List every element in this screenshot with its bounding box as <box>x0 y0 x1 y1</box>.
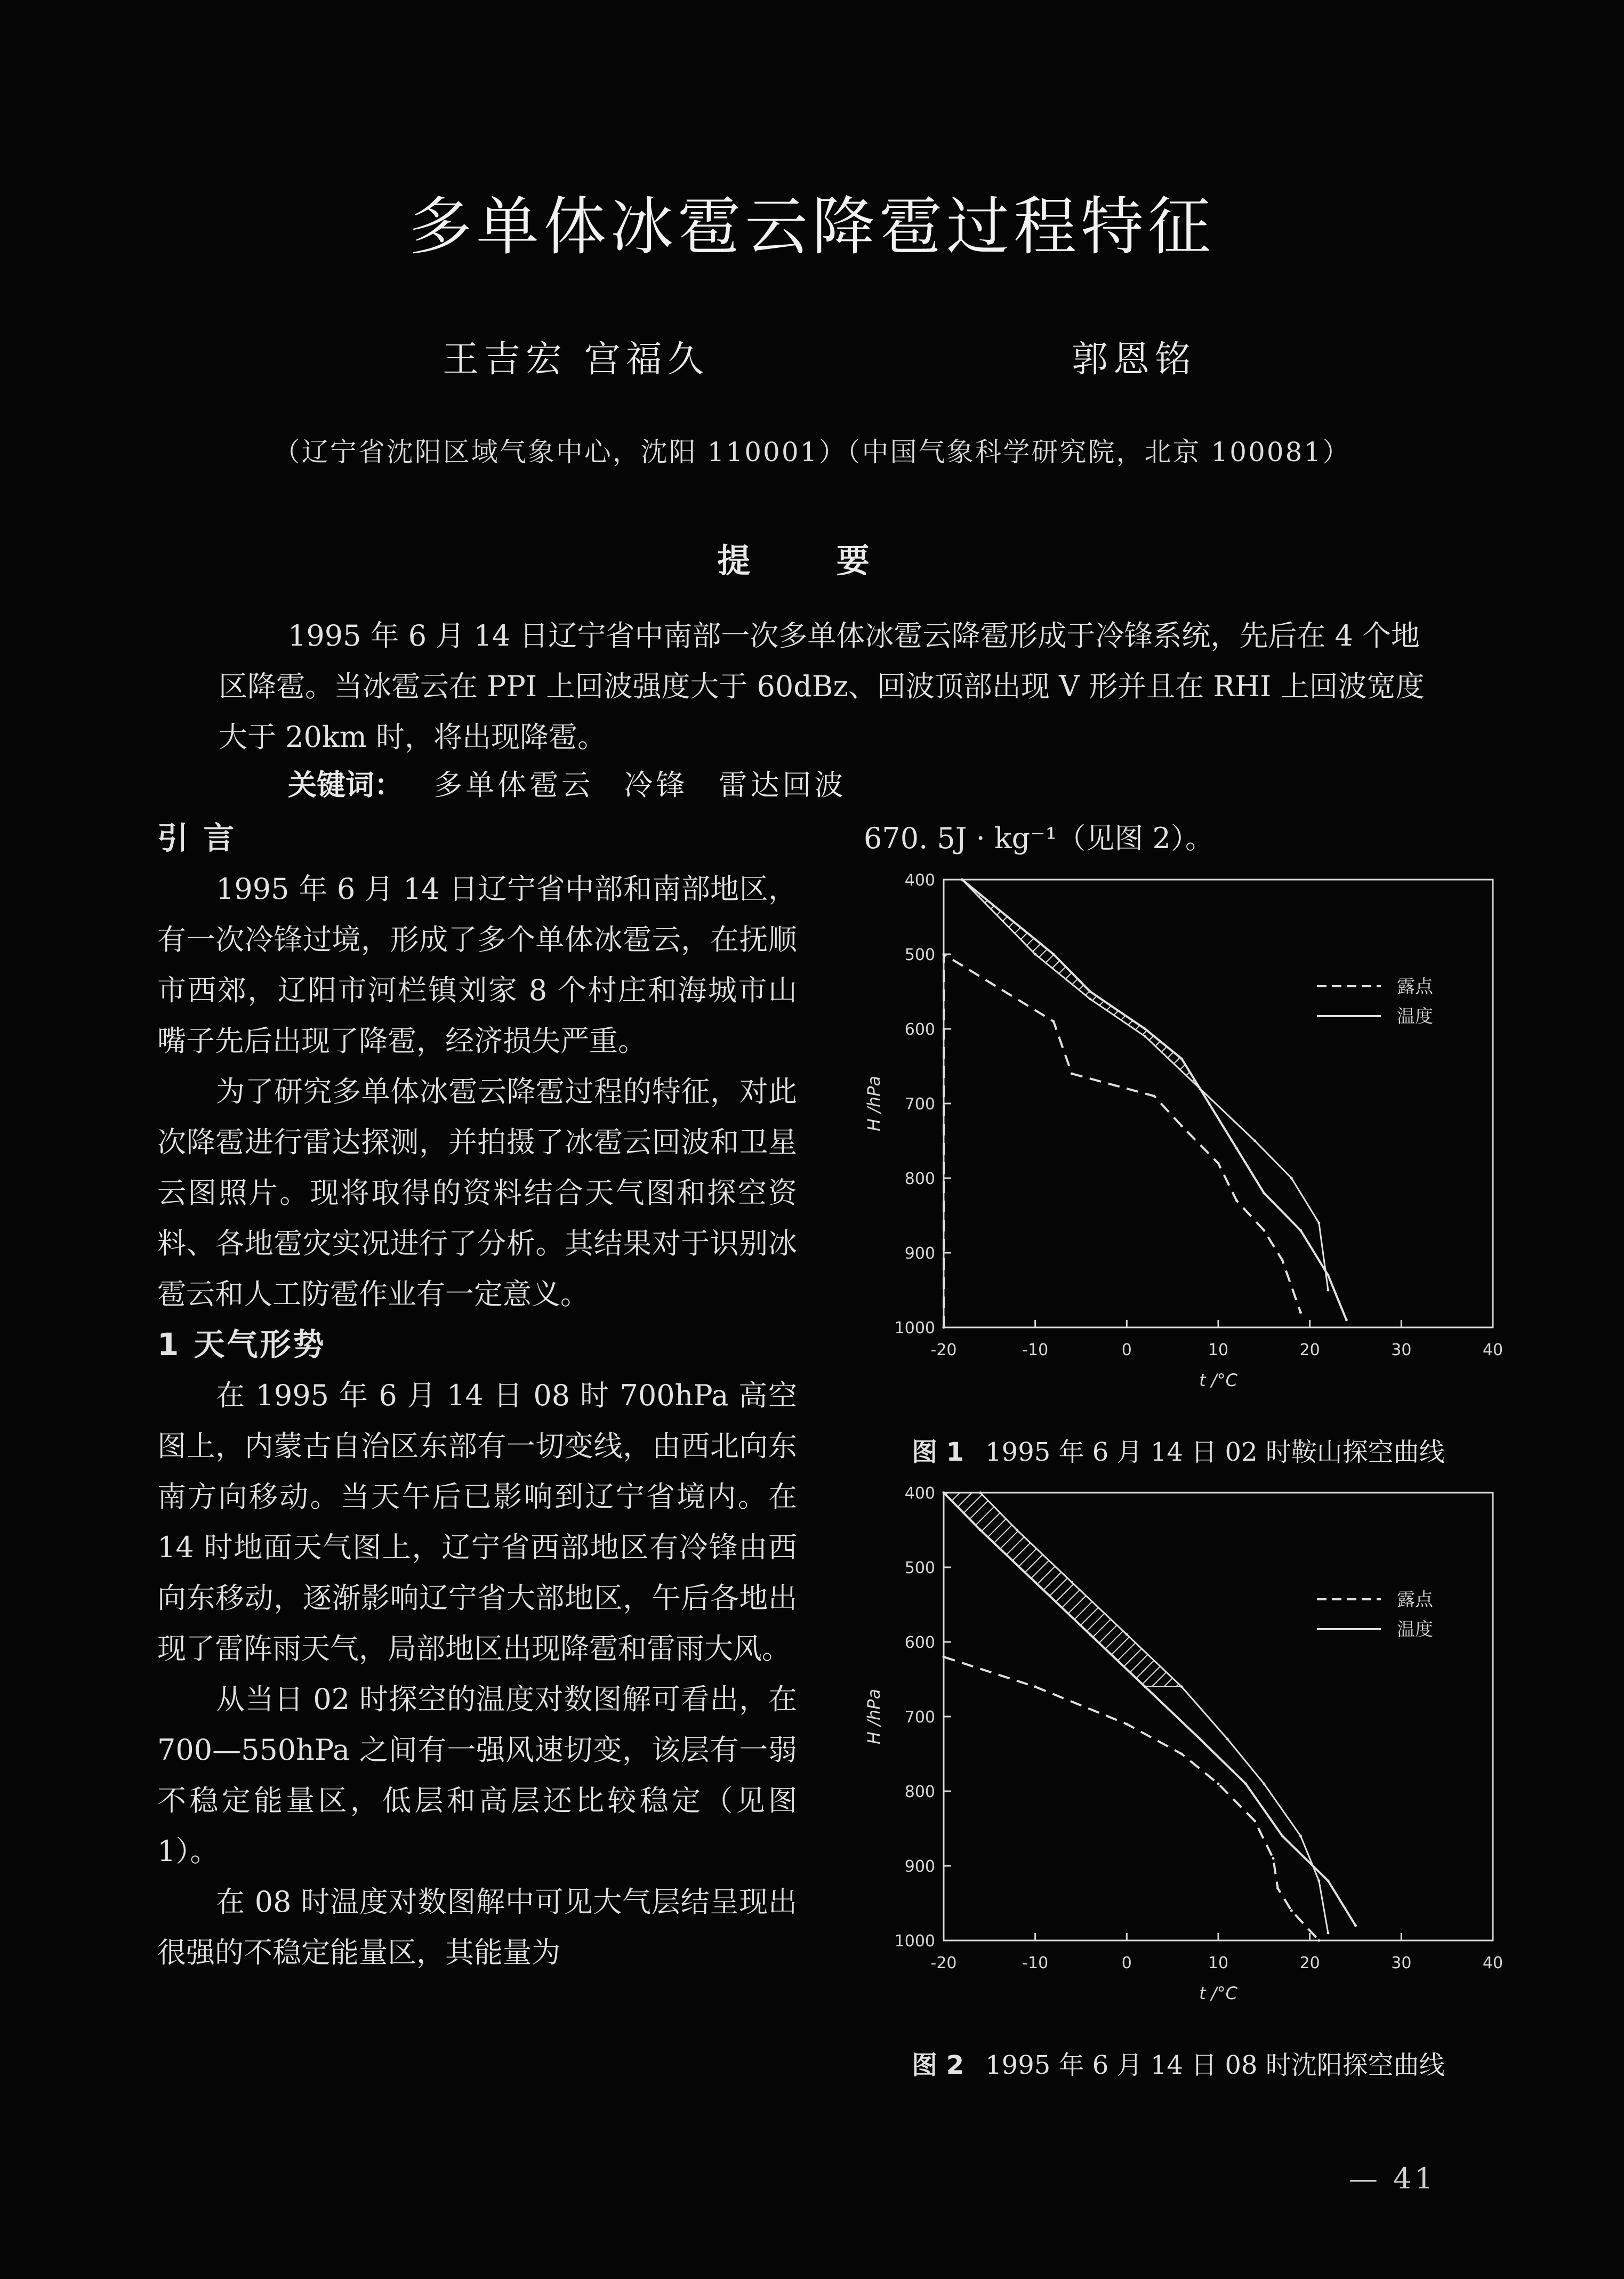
series-point <box>1125 1723 1128 1726</box>
x-tick-label: -20 <box>930 1341 957 1359</box>
series-point <box>1089 990 1091 993</box>
plot-frame <box>944 880 1493 1327</box>
series-point <box>1244 1783 1247 1785</box>
series-point <box>1144 1686 1146 1688</box>
figure-1-caption <box>912 1431 1445 1468</box>
series-point <box>1217 1162 1220 1165</box>
series-point <box>1208 1102 1210 1105</box>
paragraph: 在 08 时温度对数图解中可见大气层结呈现出很强的不稳定能量区，其能量为 <box>157 1885 797 1969</box>
series-point <box>1299 1835 1302 1838</box>
series-point <box>943 1326 945 1329</box>
series-point <box>1253 1140 1256 1142</box>
y-tick-label: 1000 <box>894 1319 935 1338</box>
series-line-2 <box>962 880 1328 1290</box>
legend-label: 温度 <box>1397 1006 1433 1027</box>
legend-label: 露点 <box>1397 976 1433 997</box>
page-title: 多单体冰雹云降雹过程特征 <box>408 190 1215 263</box>
series-point <box>1235 1147 1238 1150</box>
y-tick-label: 800 <box>904 1783 935 1801</box>
series-point <box>1345 1319 1348 1322</box>
series-point <box>1089 1633 1091 1636</box>
series-point <box>1263 1192 1265 1195</box>
series-point <box>1071 1073 1073 1075</box>
y-tick-label: 700 <box>904 1095 935 1114</box>
figure-1-label: 图 1 <box>912 1437 964 1467</box>
y-axis-label: H /hPa <box>864 1688 884 1745</box>
page-number: — 41 <box>1349 2162 1436 2195</box>
x-tick-label: 20 <box>1299 1341 1320 1359</box>
y-axis-label: H /hPa <box>864 1075 884 1132</box>
series-point <box>1263 1783 1265 1785</box>
y-tick-label: 500 <box>904 1559 935 1577</box>
y-tick-label: 600 <box>904 1020 935 1039</box>
series-point <box>1144 1028 1146 1030</box>
paragraph: 1995 年 6 月 14 日辽宁省中部和南部地区，有一次冷锋过境，形成了多个单体冰雹云，在抚顺市西郊，辽阳市河栏镇刘家 8 个村庄和海城市山嘴子先后出现了降雹，经济损失严重。 <box>157 872 797 1058</box>
series-line-0 <box>944 1657 1319 1940</box>
series-line-1 <box>962 880 1346 1320</box>
series-point <box>979 1529 982 1532</box>
keywords-label: 关键词： <box>288 768 403 802</box>
series-point <box>1052 953 1055 956</box>
series-point <box>943 953 945 956</box>
x-tick-label: 0 <box>1121 1341 1132 1359</box>
figure-2-chart <box>842 1477 1525 2015</box>
series-point <box>1272 1857 1275 1860</box>
series-point <box>943 1492 945 1494</box>
series-point <box>1276 1887 1279 1890</box>
x-tick-label: 10 <box>1208 1954 1229 1972</box>
series-point <box>1034 1581 1036 1584</box>
series-point <box>1180 1058 1183 1060</box>
series-point <box>1290 1177 1293 1180</box>
series-point <box>1317 1939 1320 1942</box>
series-point <box>979 1492 982 1494</box>
y-tick-label: 900 <box>904 1244 935 1263</box>
series-point <box>1317 1222 1320 1225</box>
y-tick-label: 700 <box>904 1708 935 1727</box>
x-axis-label: t /°C <box>1199 1983 1237 2003</box>
series-point <box>1290 1910 1293 1912</box>
x-tick-label: -10 <box>1022 1341 1049 1359</box>
figure-1-title: 1995 年 6 月 14 日 02 时鞍山探空曲线 <box>985 1437 1445 1467</box>
series-line-0 <box>944 954 1301 1327</box>
x-tick-label: 30 <box>1391 1954 1412 1972</box>
x-tick-label: 40 <box>1482 1954 1504 1972</box>
y-tick-label: 600 <box>904 1633 935 1652</box>
figure-1-chart <box>842 864 1525 1402</box>
series-point <box>1217 1783 1220 1785</box>
unstable-energy-area <box>944 1493 1181 1687</box>
series-point <box>1327 1289 1330 1292</box>
series-point <box>1327 1274 1330 1277</box>
abstract-heading: 提 要 <box>717 541 907 580</box>
y-tick-label: 1000 <box>894 1932 935 1951</box>
figure-2-label: 图 2 <box>912 2050 964 2080</box>
paragraph: 在 1995 年 6 月 14 日 08 时 700hPa 高空图上，内蒙古自治区东部有一切变线，由西北向东南方向移动。当天午后已影响到辽宁省境内。在 14 时地面天气图上，辽宁省西部地区有冷锋由西向东移动，逐渐影响辽宁省大部地区，午后各地出现了雷阵雨天气，局部地区出现降雹和雷雨大风。 <box>157 1379 797 1665</box>
series-point <box>1034 1686 1036 1688</box>
paragraph: 为了研究多单体冰雹云降雹过程的特征，对此次降雹进行雷达探测，并拍摄了冰雹云回波和卫星云图照片。现将取得的资料结合天气图和探空资料、各地雹灾实况进行了分析。其结果对于识别冰雹云和人工防雹作业有一定意义。 <box>157 1075 797 1311</box>
series-point <box>1299 1311 1302 1314</box>
unstable-energy-area <box>962 880 1200 1089</box>
series-point <box>1226 1738 1229 1741</box>
series-point <box>961 879 963 881</box>
series-point <box>1153 1095 1155 1098</box>
series-point <box>1125 1633 1128 1636</box>
legend-label: 露点 <box>1397 1589 1433 1610</box>
series-point <box>1263 1229 1265 1232</box>
series-point <box>1199 1088 1201 1090</box>
series-point <box>1281 1259 1284 1262</box>
x-tick-label: 20 <box>1299 1954 1320 1972</box>
figure-2-caption <box>912 2044 1445 2081</box>
series-point <box>1034 953 1036 956</box>
x-tick-label: 30 <box>1391 1341 1412 1359</box>
series-point <box>1180 1753 1183 1755</box>
x-tick-label: 10 <box>1208 1341 1229 1359</box>
series-point <box>1235 1199 1238 1202</box>
y-tick-label: 900 <box>904 1857 935 1876</box>
left-column <box>157 813 797 1978</box>
section-heading-intro: 引 言 <box>157 820 237 856</box>
affiliations: （辽宁省沈阳区域气象中心，沈阳 110001）（中国气象科学研究院，北京 100081） <box>273 437 1351 468</box>
series-point <box>1317 1880 1320 1882</box>
right-column-text: 670. 5J · kg⁻¹（见图 2）。 <box>864 822 1214 855</box>
series-point <box>943 1656 945 1658</box>
y-tick-label: 400 <box>904 1484 935 1503</box>
keyword: 雷达回波 <box>718 768 847 802</box>
abstract <box>219 610 1429 762</box>
series-point <box>1180 1686 1183 1688</box>
author-group-1: 王吉宏 宫福久 <box>443 339 709 381</box>
keyword: 多单体雹云 <box>433 768 594 802</box>
x-tick-label: 0 <box>1121 1954 1132 1972</box>
legend-label: 温度 <box>1397 1619 1433 1640</box>
x-axis-label: t /°C <box>1199 1370 1237 1390</box>
series-point <box>1281 1835 1284 1838</box>
series-point <box>1016 1529 1018 1532</box>
series-point <box>1253 1820 1256 1823</box>
series-point <box>1071 1581 1073 1584</box>
keyword: 冷锋 <box>624 768 688 802</box>
x-tick-label: -10 <box>1022 1954 1049 1972</box>
y-tick-label: 800 <box>904 1170 935 1188</box>
series-point <box>1299 1229 1302 1232</box>
series-point <box>1327 1932 1330 1935</box>
series-point <box>1180 1125 1183 1128</box>
series-point <box>1327 1880 1330 1882</box>
x-tick-label: -20 <box>930 1954 957 1972</box>
keywords <box>288 762 847 803</box>
figure-2-title: 1995 年 6 月 14 日 08 时沈阳探空曲线 <box>985 2050 1445 2080</box>
series-line-1 <box>944 1493 1356 1926</box>
series-point <box>1199 1738 1201 1741</box>
section-heading-weather: 1 天气形势 <box>157 1326 326 1363</box>
y-tick-label: 500 <box>904 946 935 964</box>
author-group-2: 郭恩铭 <box>1072 339 1197 381</box>
series-point <box>1052 1020 1055 1023</box>
paragraph: 从当日 02 时探空的温度对数图解可看出，在 700—550hPa 之间有一强风速切变，该层有一弱不稳定能量区，低层和高层还比较稳定（见图 1）。 <box>157 1682 797 1868</box>
abstract-text: 1995 年 6 月 14 日辽宁省中南部一次多单体冰雹云降雹形成于冷锋系统，先后在 4 个地区降雹。当冰雹云在 PPI 上回波强度大于 60dBz、回波顶部出现 V 形并且在 RHI 上回波宽度大于 20km 时，将出现降雹。 <box>219 619 1425 754</box>
series-point <box>1144 1035 1146 1038</box>
series-point <box>1089 998 1091 1001</box>
series-point <box>1354 1924 1357 1927</box>
x-tick-label: 40 <box>1482 1341 1504 1359</box>
y-tick-label: 400 <box>904 871 935 890</box>
